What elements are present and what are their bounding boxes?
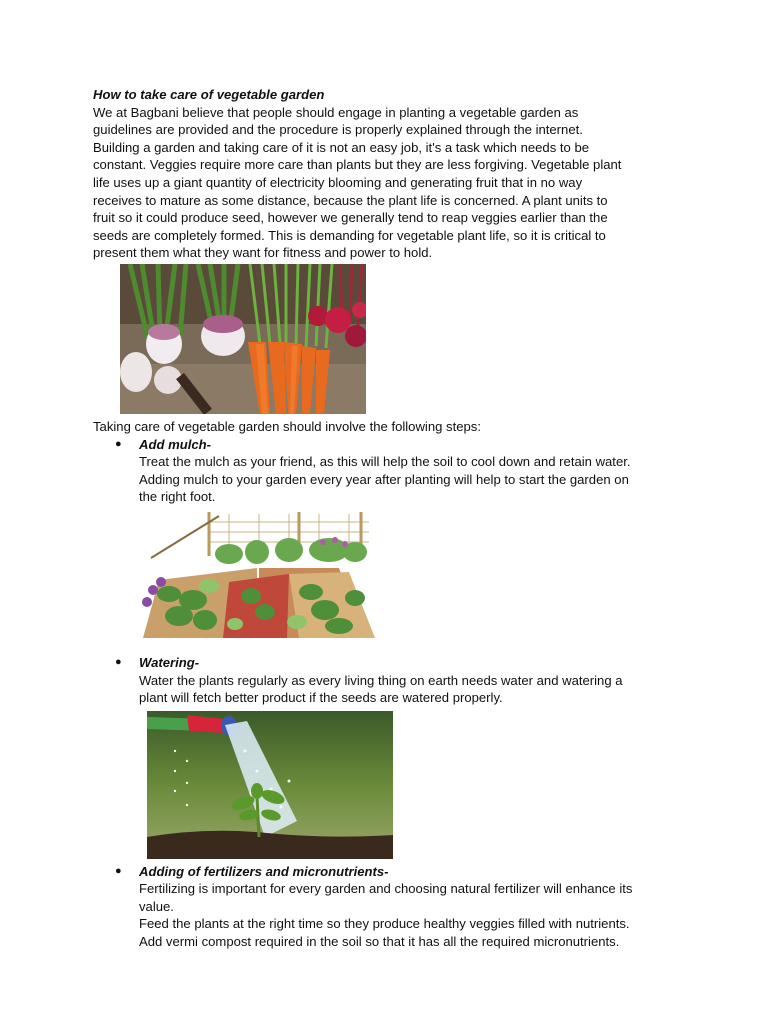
- intro-line: receives to mature as some distance, because the plant life is concerned. A plant units to: [93, 192, 608, 208]
- intro-line: present them what they want for fitness and power to hold.: [93, 245, 433, 261]
- step-title: Watering-: [139, 654, 200, 670]
- bullet-icon: ●: [115, 437, 122, 450]
- step-watering: [93, 654, 683, 859]
- vegetables-image: [120, 264, 366, 414]
- step-text-line: Fertilizing is important for every garden and choosing natural fertilizer will enhance its: [139, 881, 633, 897]
- document-title: How to take care of vegetable garden: [93, 87, 325, 102]
- step-fertilizers: [93, 863, 683, 951]
- step-title: Add mulch-: [139, 436, 212, 452]
- step-title: Adding of fertilizers and micronutrients-: [139, 863, 389, 879]
- steps-intro: Taking care of vegetable garden should involve the following steps:: [93, 418, 481, 434]
- bullet-icon: ●: [115, 655, 122, 668]
- step-add-mulch: [93, 436, 683, 648]
- step-text-line: Water the plants regularly as every living thing on earth needs water and watering a: [139, 672, 623, 688]
- garden-image: [139, 512, 379, 648]
- intro-line: seeds are completely formed. This is demanding for vegetable plant life, so it is critical to: [93, 227, 606, 243]
- intro-line: Building a garden and taking care of it is not an easy job, it's a task which needs to be: [93, 139, 590, 155]
- step-text-line: plant will fetch better product if the seeds are watered properly.: [139, 690, 503, 706]
- watering-image: [147, 711, 393, 859]
- intro-line: constant. Veggies require more care than plants but they are less forgiving. Vegetable plant: [93, 157, 622, 173]
- intro-paragraph: [93, 104, 683, 262]
- step-text-line: Adding mulch to your garden every year after planting will help to start the garden on: [139, 471, 629, 487]
- step-text-line: Add vermi compost required in the soil so that it has all the required micronutrients.: [139, 934, 620, 950]
- document-body: [93, 86, 683, 951]
- step-text-line: Feed the plants at the right time so they produce healthy veggies filled with nutrients.: [139, 916, 630, 932]
- step-text-line: Treat the mulch as your friend, as this will help the soil to cool down and retain water.: [139, 454, 631, 470]
- step-text-line: value.: [139, 898, 174, 914]
- bullet-icon: ●: [115, 864, 122, 877]
- intro-line: fruit so it could produce seed, however we generally tend to reap veggies earlier than the: [93, 210, 608, 226]
- step-text-line: the right foot.: [139, 489, 216, 505]
- intro-line: life uses up a giant quantity of electricity blooming and generating fruit that in no way: [93, 174, 583, 190]
- intro-line: guidelines are provided and the procedure is properly explained through the internet.: [93, 122, 583, 138]
- intro-line: We at Bagbani believe that people should engage in planting a vegetable garden as: [93, 104, 579, 120]
